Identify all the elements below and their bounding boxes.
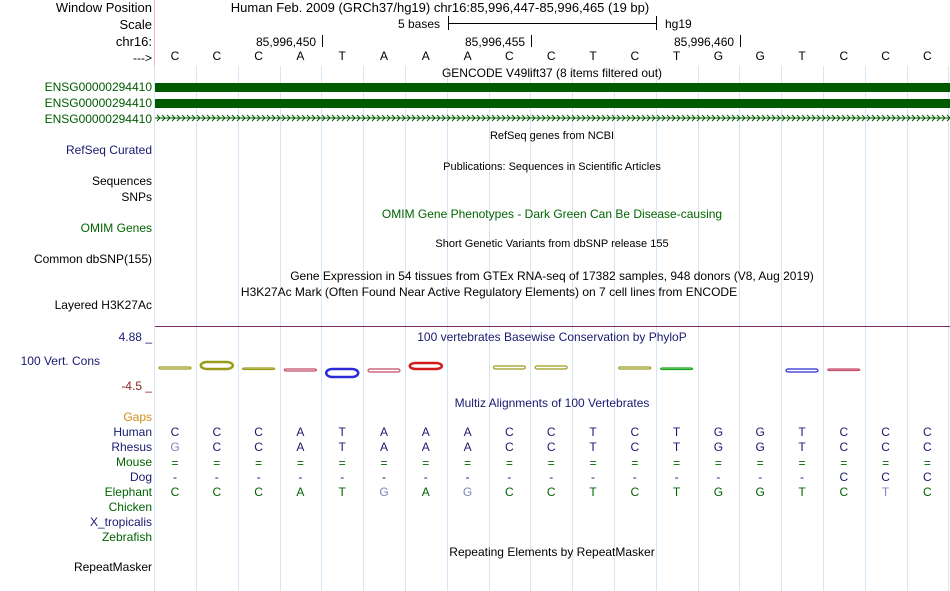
base-guide-line	[907, 66, 908, 591]
base-letter: A	[421, 49, 430, 63]
base-letter: C	[212, 49, 222, 63]
base-letter: C	[923, 440, 932, 454]
base-letter: =	[547, 456, 555, 470]
scale-bar-right-end	[656, 16, 657, 30]
base-letter: C	[212, 425, 222, 439]
assembly-name: hg19	[665, 17, 692, 31]
base-letter: C	[546, 485, 556, 499]
base-guide-line	[739, 66, 740, 591]
species-rhesus-label[interactable]: Rhesus	[111, 440, 152, 454]
gencode-track-title: GENCODE V49lift37 (8 items filtered out)	[441, 66, 663, 80]
refseq-track-title: RefSeq genes from NCBI	[489, 130, 615, 142]
base-letter: G	[170, 440, 180, 454]
base-guide-line	[154, 66, 155, 591]
base-letter: A	[463, 440, 472, 454]
ruler-tick-label: 85,996,450	[256, 35, 317, 49]
gencode-intron-line[interactable]	[155, 113, 950, 123]
base-letter: C	[505, 49, 514, 63]
scale-label: Scale	[119, 17, 152, 32]
base-letter: C	[881, 470, 890, 484]
base-letter: G	[713, 425, 724, 439]
base-letter: =	[171, 456, 179, 470]
sequences-label[interactable]: Sequences	[91, 174, 152, 188]
dbsnp-track-title: Short Genetic Variants from dbSNP release 155	[435, 238, 669, 250]
base-letter: =	[714, 456, 722, 470]
base-guide-line	[363, 66, 364, 591]
logo-glyph	[619, 367, 651, 369]
species-mouse-label[interactable]: Mouse	[115, 455, 152, 469]
species-dog-label[interactable]: Dog	[129, 470, 152, 484]
base-letter: A	[296, 440, 305, 454]
ruler-tick-label: 85,996,455	[465, 35, 526, 49]
base-letter: C	[212, 440, 222, 454]
base-letter: G	[713, 49, 724, 63]
gaps-label[interactable]: Gaps	[123, 410, 152, 424]
base-letter: -	[800, 470, 804, 484]
base-letter: =	[213, 456, 221, 470]
logo-glyph	[326, 369, 358, 377]
base-letter: T	[338, 425, 346, 439]
gencode-exon-bar[interactable]	[155, 83, 950, 92]
base-letter: -	[674, 470, 679, 484]
base-letter: C	[881, 49, 890, 63]
base-letter: -	[298, 470, 303, 484]
base-guide-line	[614, 66, 615, 591]
base-guide-line	[489, 66, 490, 591]
base-letter: C	[923, 470, 932, 484]
base-letter: C	[630, 425, 640, 439]
species-zebrafish-label[interactable]: Zebrafish	[101, 530, 152, 544]
base-letter: T	[881, 485, 890, 499]
base-letter: C	[505, 485, 514, 499]
chrom-label: chr16:	[115, 34, 152, 49]
base-letter: A	[296, 49, 305, 63]
base-letter: G	[462, 485, 473, 499]
logo-glyph	[410, 363, 442, 369]
base-letter: C	[254, 49, 263, 63]
base-letter: =	[673, 456, 681, 470]
base-guide-line	[405, 66, 406, 591]
base-letter: T	[338, 485, 346, 499]
ruler-tick	[531, 35, 532, 47]
base-letter: C	[839, 49, 849, 63]
logo-glyph	[493, 366, 525, 369]
base-letter: C	[839, 485, 849, 499]
base-letter: =	[338, 456, 346, 470]
base-letter: T	[589, 425, 597, 439]
base-letter: =	[631, 456, 639, 470]
base-guide-line	[656, 66, 657, 591]
logo-glyph	[201, 362, 233, 369]
base-letter: -	[507, 470, 512, 484]
base-letter: G	[713, 485, 724, 499]
base-letter: -	[214, 470, 219, 484]
base-guide-line	[823, 66, 824, 591]
base-letter: T	[589, 49, 597, 63]
gencode-item-label[interactable]: ENSG00000294410	[44, 112, 152, 126]
base-letter: C	[254, 425, 263, 439]
base-letter: C	[630, 440, 640, 454]
base-letter: T	[672, 485, 681, 499]
base-letter: -	[382, 470, 386, 484]
base-guide-line	[530, 66, 531, 591]
base-letter: -	[549, 470, 554, 484]
logo-glyph	[661, 368, 693, 370]
base-letter: =	[756, 456, 764, 470]
common-dbsnp-label[interactable]: Common dbSNP(155)	[33, 252, 152, 266]
base-guide-line	[572, 66, 573, 591]
logo-glyph	[243, 368, 275, 370]
base-letter: A	[379, 440, 388, 454]
base-letter: T	[798, 425, 806, 439]
track-data-area[interactable]	[155, 0, 950, 591]
phylop-track-title: 100 vertebrates Basewise Conservation by PhyloP	[417, 330, 687, 344]
base-letter: T	[672, 425, 681, 439]
base-letter: =	[422, 456, 430, 470]
species-chicken-label[interactable]: Chicken	[108, 500, 152, 514]
base-letter: C	[546, 440, 556, 454]
base-letter: T	[798, 485, 806, 499]
base-guide-line	[948, 66, 949, 591]
base-guide-line	[698, 66, 699, 591]
logo-glyph	[535, 366, 567, 369]
base-letter: A	[421, 425, 430, 439]
h3k27ac-track-title: H3K27Ac Mark (Often Found Near Active Regulatory Elements) on 7 cell lines from ENCODE	[240, 285, 738, 299]
base-letter: C	[170, 49, 180, 63]
base-letter: A	[296, 425, 305, 439]
repeatmasker-label[interactable]: RepeatMasker	[73, 560, 152, 574]
base-letter: T	[589, 485, 597, 499]
base-letter: -	[465, 470, 470, 484]
base-letter: C	[881, 425, 890, 439]
base-letter: G	[755, 49, 765, 63]
base-letter: A	[379, 425, 388, 439]
base-letter: C	[923, 485, 932, 499]
base-guide-line	[447, 66, 448, 591]
base-letter: =	[505, 456, 513, 470]
base-letter: =	[589, 456, 597, 470]
base-letter: G	[379, 485, 389, 499]
base-letter: =	[380, 456, 388, 470]
base-guide-line	[238, 66, 239, 591]
base-letter: C	[881, 440, 890, 454]
base-letter: A	[421, 485, 430, 499]
base-letter: =	[296, 456, 304, 470]
base-guide-line	[280, 66, 281, 591]
base-letter: -	[591, 470, 595, 484]
phylop-min-label: -4.5 _	[121, 379, 152, 393]
multiz-track-title: Multiz Alignments of 100 Vertebrates	[454, 396, 650, 410]
base-letter: T	[798, 49, 806, 63]
logo-glyph	[828, 369, 860, 371]
species-x-tropicalis-label[interactable]: X_tropicalis	[89, 515, 152, 529]
base-letter: =	[464, 456, 472, 470]
base-letter: C	[630, 49, 640, 63]
base-letter: C	[170, 485, 180, 499]
base-letter: C	[839, 470, 849, 484]
base-letter: T	[672, 49, 681, 63]
base-letter: T	[798, 440, 806, 454]
base-letter: G	[755, 485, 765, 499]
snps-label[interactable]: SNPs	[121, 190, 152, 204]
phylop-max-label: 4.88 _	[118, 330, 152, 344]
logo-glyph	[284, 369, 316, 371]
base-letter: C	[923, 49, 932, 63]
base-guide-line	[781, 66, 782, 591]
base-letter: T	[672, 440, 681, 454]
species-human-label[interactable]: Human	[113, 425, 152, 439]
base-letter: G	[713, 440, 724, 454]
base-letter: C	[630, 485, 640, 499]
base-letter: =	[255, 456, 263, 470]
logo-glyph	[786, 369, 818, 372]
base-guide-line	[196, 66, 197, 591]
ruler-tick	[322, 35, 323, 47]
publications-track-title: Publications: Sequences in Scientific Articles	[443, 161, 661, 173]
ruler-tick	[740, 35, 741, 47]
base-letter: T	[338, 49, 346, 63]
base-letter: =	[840, 456, 848, 470]
base-letter: -	[256, 470, 261, 484]
logo-glyph	[368, 369, 400, 372]
base-letter: =	[882, 456, 890, 470]
base-letter: T	[338, 440, 346, 454]
gencode-exon-bar[interactable]	[155, 99, 950, 108]
strand-arrow-label: --->	[133, 51, 152, 65]
omim-genes-label[interactable]: OMIM Genes	[80, 221, 152, 235]
base-letter: G	[755, 440, 765, 454]
base-letter: C	[923, 425, 932, 439]
base-letter: -	[423, 470, 428, 484]
refseq-curated-label[interactable]: RefSeq Curated	[65, 143, 152, 157]
base-letter: -	[340, 470, 345, 484]
species-elephant-label[interactable]: Elephant	[104, 485, 152, 499]
base-letter: A	[463, 425, 472, 439]
phylop-track-label[interactable]: 100 Vert. Cons	[20, 354, 100, 368]
scale-text: 5 bases	[398, 17, 441, 31]
phylop-top-border	[155, 326, 950, 327]
base-letter: C	[839, 425, 849, 439]
base-letter: -	[716, 470, 721, 484]
base-letter: -	[632, 470, 637, 484]
base-letter: C	[546, 425, 556, 439]
base-letter: C	[839, 440, 849, 454]
layered-h3k27ac-label[interactable]: Layered H3K27Ac	[54, 298, 152, 312]
base-letter: =	[798, 456, 806, 470]
base-letter: -	[758, 470, 763, 484]
omim-track-title: OMIM Gene Phenotypes - Dark Green Can Be Disease-causing	[381, 207, 723, 221]
base-guide-line	[865, 66, 866, 591]
base-letter: A	[379, 49, 388, 63]
base-guide-line	[321, 66, 322, 591]
gencode-item-label[interactable]: ENSG00000294410	[44, 96, 152, 110]
scale-bar-line	[448, 23, 656, 24]
base-letter: C	[212, 485, 222, 499]
base-letter: C	[505, 440, 514, 454]
gtex-track-title: Gene Expression in 54 tissues from GTEx RNA-seq of 17382 samples, 948 donors (V8, Aug 2019)	[290, 269, 814, 283]
conservation-logo	[155, 356, 950, 380]
window-position-label: Window Position	[55, 0, 152, 15]
base-letter: G	[755, 425, 765, 439]
base-letter: -	[173, 470, 177, 484]
base-letter: C	[505, 425, 514, 439]
base-letter: T	[589, 440, 597, 454]
base-letter: A	[296, 485, 305, 499]
ruler-tick-label: 85,996,460	[674, 35, 735, 49]
base-letter: C	[254, 440, 263, 454]
track-label-column	[0, 0, 154, 591]
base-letter: C	[170, 425, 180, 439]
base-letter: A	[463, 49, 472, 63]
gencode-item-label[interactable]: ENSG00000294410	[44, 80, 152, 94]
base-letter: C	[254, 485, 263, 499]
repeatmasker-track-title: Repeating Elements by RepeatMasker	[449, 545, 655, 559]
logo-glyph	[159, 367, 191, 369]
window-position-text: Human Feb. 2009 (GRCh37/hg19) chr16:85,996,447-85,996,465 (19 bp)	[230, 0, 650, 15]
base-letter: A	[421, 440, 430, 454]
base-letter: C	[546, 49, 556, 63]
base-letter: =	[923, 456, 931, 470]
